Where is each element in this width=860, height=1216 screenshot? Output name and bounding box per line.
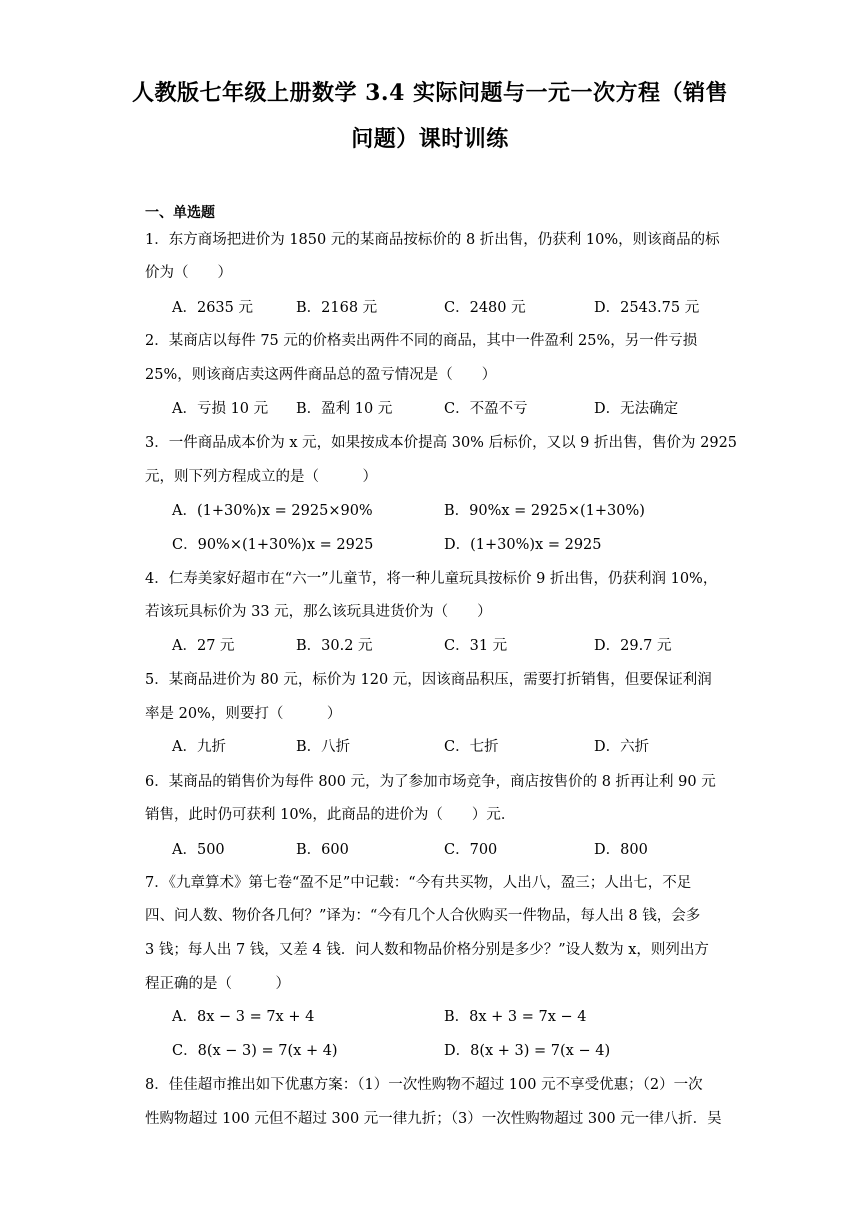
title-line-1: 人教版七年级上册数学 3.4 实际问题与一元一次方程（销售 bbox=[131, 80, 729, 106]
question-2-option-b: B．盈利 10 元 bbox=[296, 401, 393, 417]
question-1-line-1: 1．东方商场把进价为 1850 元的某商品按标价的 8 折出售，仍获利 10%，则该商品的标 bbox=[145, 232, 720, 248]
question-8-line-1: 8．佳佳超市推出如下优惠方案：（1）一次性购物不超过 100 元不享受优惠；（2）一次 bbox=[145, 1077, 703, 1093]
question-7-line-2: 四、问人数、物价各几何？”译为：“今有几个人合伙购买一件物品，每人出 8 钱，会多 bbox=[145, 908, 701, 924]
question-2-option-a: A．亏损 10 元 bbox=[172, 401, 269, 417]
question-1-option-d: D．2543.75 元 bbox=[594, 300, 700, 316]
question-6-option-d: D．800 bbox=[594, 842, 648, 858]
question-5-option-c: C．七折 bbox=[444, 739, 499, 755]
question-1-line-2: 价为（ ） bbox=[145, 265, 232, 281]
question-1-option-c: C．2480 元 bbox=[444, 300, 526, 316]
question-6-option-b: B．600 bbox=[296, 842, 349, 858]
question-8-line-2: 性购物超过 100 元但不超过 300 元一律九折；（3）一次性购物超过 300 元一律八折．吴 bbox=[145, 1111, 722, 1127]
page-title bbox=[110, 70, 750, 162]
question-7-line-1: 7．《九章算术》第七卷“盈不足”中记载：“今有共买物，人出八，盈三；人出七，不足 bbox=[145, 875, 692, 891]
question-4-option-b: B．30.2 元 bbox=[296, 638, 373, 654]
question-6-option-a: A．500 bbox=[172, 842, 225, 858]
question-6-line-1: 6．某商品的销售价为每件 800 元，为了参加市场竞争，商店按售价的 8 折再让利 90 元 bbox=[145, 774, 716, 790]
question-7-option-a: A．8x − 3 = 7x + 4 bbox=[172, 1009, 315, 1025]
question-3-line-2: 元，则下列方程成立的是（ ） bbox=[145, 469, 377, 485]
question-1-option-a: A．2635 元 bbox=[172, 300, 253, 316]
question-5-option-d: D．六折 bbox=[594, 739, 650, 755]
question-2-line-2: 25%，则该商店卖这两件商品总的盈亏情况是（ ） bbox=[145, 367, 497, 383]
question-6-line-2: 销售，此时仍可获利 10%，此商品的进价为（ ）元． bbox=[145, 807, 516, 823]
question-5-line-2: 率是 20%，则要打（ ） bbox=[145, 706, 342, 722]
question-4-option-c: C．31 元 bbox=[444, 638, 508, 654]
question-3-option-d: D．(1+30%)x = 2925 bbox=[444, 537, 602, 553]
question-7-option-d: D．8(x + 3) = 7(x − 4) bbox=[444, 1043, 611, 1059]
question-3-line-1: 3．一件商品成本价为 x 元，如果按成本价提高 30% 后标价，又以 9 折出售，售价为 2925 bbox=[145, 435, 738, 451]
question-2-option-c: C．不盈不亏 bbox=[444, 401, 528, 417]
question-4-option-a: A．27 元 bbox=[172, 638, 235, 654]
question-4-option-d: D．29.7 元 bbox=[594, 638, 672, 654]
question-5-option-b: B．八折 bbox=[296, 739, 351, 755]
question-3-option-b: B．90%x = 2925×(1+30%) bbox=[444, 503, 645, 519]
question-1-option-b: B．2168 元 bbox=[296, 300, 378, 316]
question-6-option-c: C．700 bbox=[444, 842, 498, 858]
section-heading: 一、单选题 bbox=[145, 205, 215, 221]
question-3-option-a: A．(1+30%)x = 2925×90% bbox=[172, 503, 373, 519]
question-2-line-1: 2．某商店以每件 75 元的价格卖出两件不同的商品，其中一件盈利 25%，另一件亏损 bbox=[145, 333, 698, 349]
question-7-option-c: C．8(x − 3) = 7(x + 4) bbox=[172, 1043, 338, 1059]
question-2-option-d: D．无法确定 bbox=[594, 401, 679, 417]
question-7-line-4: 程正确的是（ ） bbox=[145, 976, 290, 992]
question-5-line-1: 5．某商品进价为 80 元，标价为 120 元，因该商品积压，需要打折销售，但要保证利润 bbox=[145, 672, 712, 688]
question-7-option-b: B．8x + 3 = 7x − 4 bbox=[444, 1009, 587, 1025]
question-4-line-1: 4．仁寿美家好超市在“六一”儿童节，将一种儿童玩具按标价 9 折出售，仍获利润 10%， bbox=[145, 571, 718, 587]
question-4-line-2: 若该玩具标价为 33 元，那么该玩具进货价为（ ） bbox=[145, 604, 492, 620]
question-3-option-c: C．90%×(1+30%)x = 2925 bbox=[172, 537, 374, 553]
question-5-option-a: A．九折 bbox=[172, 739, 226, 755]
question-7-line-3: 3 钱；每人出 7 钱，又差 4 钱．问人数和物品价格分别是多少？”设人数为 x，则列出方 bbox=[145, 942, 709, 958]
title-line-2: 问题）课时训练 bbox=[351, 126, 509, 152]
